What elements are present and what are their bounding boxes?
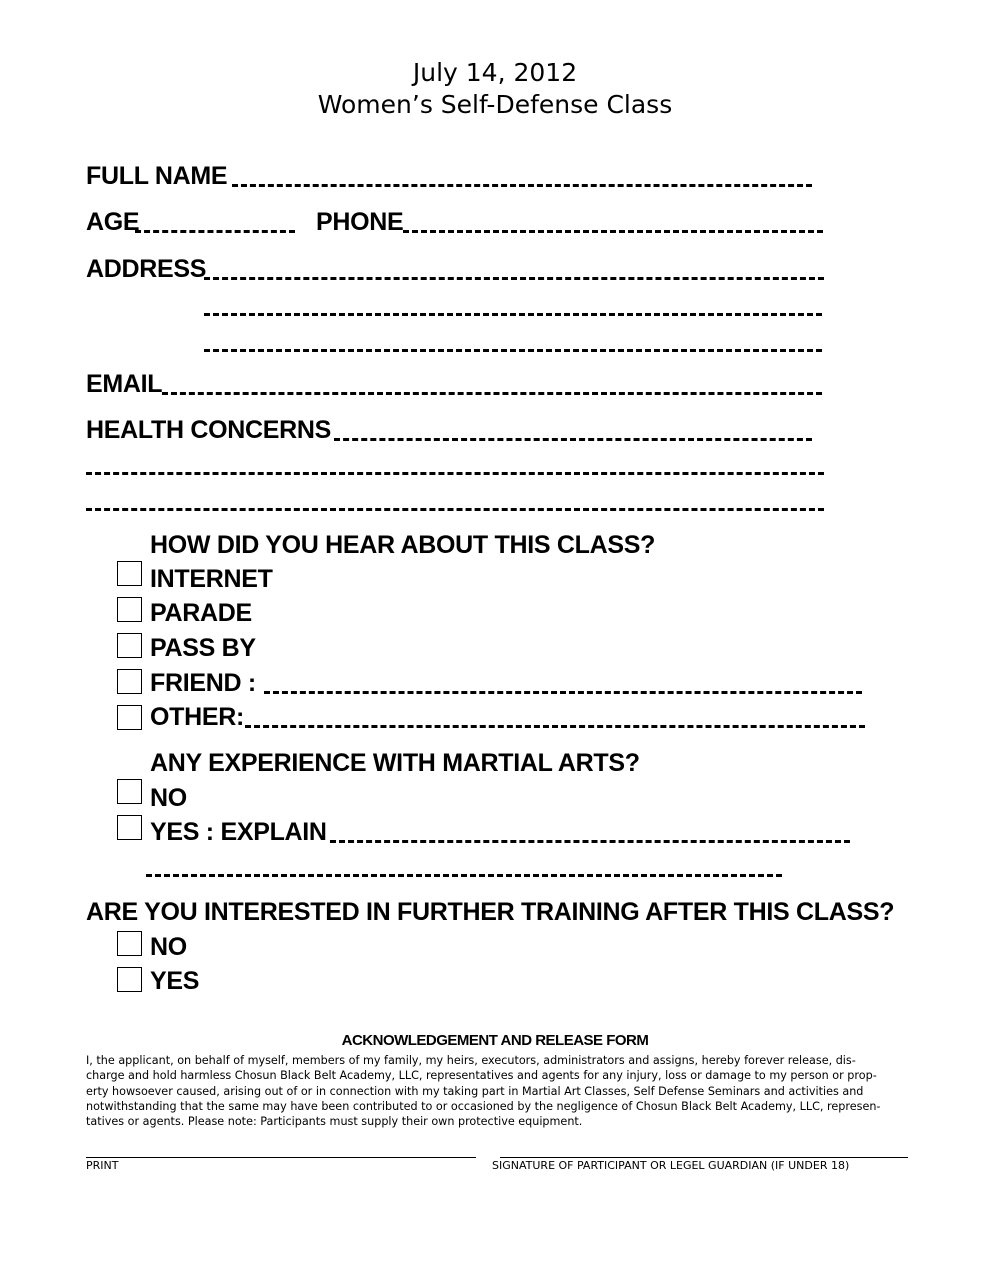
further-training-no-checkbox[interactable] bbox=[117, 931, 142, 956]
martial-arts-explain-field-2[interactable] bbox=[146, 874, 782, 877]
release-line: I, the applicant, on behalf of myself, members of my family, my heirs, executors, administrators and assigns, hereby forever release, dis- bbox=[86, 1054, 856, 1067]
release-line: tatives or agents. Please note: Participants must supply their own protective equipment. bbox=[86, 1115, 583, 1129]
email-label: EMAIL bbox=[86, 370, 163, 398]
release-text bbox=[86, 1053, 916, 1129]
further-training-yes-checkbox[interactable] bbox=[117, 967, 142, 992]
release-line: erty howsoever caused, arising out of or in connection with my taking part in Martial Art Classes, Self Defense Seminars and activities and bbox=[86, 1084, 864, 1098]
martial-arts-no-label: NO bbox=[150, 784, 187, 812]
form-date: July 14, 2012 bbox=[412, 58, 578, 87]
other-label: OTHER: bbox=[150, 703, 245, 731]
print-name-field[interactable] bbox=[86, 1157, 476, 1158]
health-concerns-field-2[interactable] bbox=[86, 472, 824, 475]
age-label: AGE bbox=[86, 208, 140, 236]
martial-arts-question: ANY EXPERIENCE WITH MARTIAL ARTS? bbox=[150, 749, 640, 777]
health-concerns-field-3[interactable] bbox=[86, 508, 824, 511]
health-concerns-label: HEALTH CONCERNS bbox=[86, 416, 332, 444]
friend-field[interactable] bbox=[264, 691, 862, 694]
friend-checkbox[interactable] bbox=[117, 669, 142, 694]
other-checkbox[interactable] bbox=[117, 705, 142, 730]
parade-label: PARADE bbox=[150, 599, 252, 627]
phone-label: PHONE bbox=[316, 208, 404, 236]
pass-by-checkbox[interactable] bbox=[117, 633, 142, 658]
further-training-question: ARE YOU INTERESTED IN FURTHER TRAINING AFTER THIS CLASS? bbox=[86, 898, 895, 926]
address-field-2[interactable] bbox=[204, 313, 822, 316]
full-name-field[interactable] bbox=[232, 184, 812, 187]
martial-arts-yes-checkbox[interactable] bbox=[117, 815, 142, 840]
address-label: ADDRESS bbox=[86, 255, 207, 283]
email-field[interactable] bbox=[162, 392, 822, 395]
other-field[interactable] bbox=[245, 725, 865, 728]
internet-label: INTERNET bbox=[150, 565, 273, 593]
release-line: notwithstanding that the same may have been contributed to or occasioned by the negligence of Chosun Black Belt Academy, LLC, represen- bbox=[86, 1099, 881, 1113]
hear-about-question: HOW DID YOU HEAR ABOUT THIS CLASS? bbox=[150, 531, 656, 559]
internet-checkbox[interactable] bbox=[117, 561, 142, 586]
health-concerns-field-1[interactable] bbox=[334, 438, 812, 441]
address-field-3[interactable] bbox=[204, 349, 822, 352]
age-field[interactable] bbox=[135, 230, 295, 233]
release-title: ACKNOWLEDGEMENT AND RELEASE FORM bbox=[341, 1032, 649, 1049]
print-label: PRINT bbox=[86, 1159, 119, 1172]
further-training-no-label: NO bbox=[150, 933, 187, 961]
signature-label: SIGNATURE OF PARTICIPANT OR LEGEL GUARDIAN (IF UNDER 18) bbox=[492, 1159, 850, 1172]
friend-label: FRIEND : bbox=[150, 669, 256, 697]
martial-arts-explain-field-1[interactable] bbox=[330, 840, 850, 843]
form-title: Women’s Self-Defense Class bbox=[317, 90, 673, 119]
release-line: charge and hold harmless Chosun Black Belt Academy, LLC, representatives and agents for any injury, loss or damage to my person or prop- bbox=[86, 1069, 877, 1083]
phone-field[interactable] bbox=[403, 230, 823, 233]
full-name-label: FULL NAME bbox=[86, 162, 228, 190]
martial-arts-no-checkbox[interactable] bbox=[117, 779, 142, 804]
signature-field[interactable] bbox=[500, 1157, 908, 1158]
martial-arts-yes-label: YES : EXPLAIN bbox=[150, 818, 327, 846]
pass-by-label: PASS BY bbox=[150, 634, 256, 662]
address-field-1[interactable] bbox=[204, 277, 824, 280]
further-training-yes-label: YES bbox=[150, 967, 200, 995]
parade-checkbox[interactable] bbox=[117, 597, 142, 622]
